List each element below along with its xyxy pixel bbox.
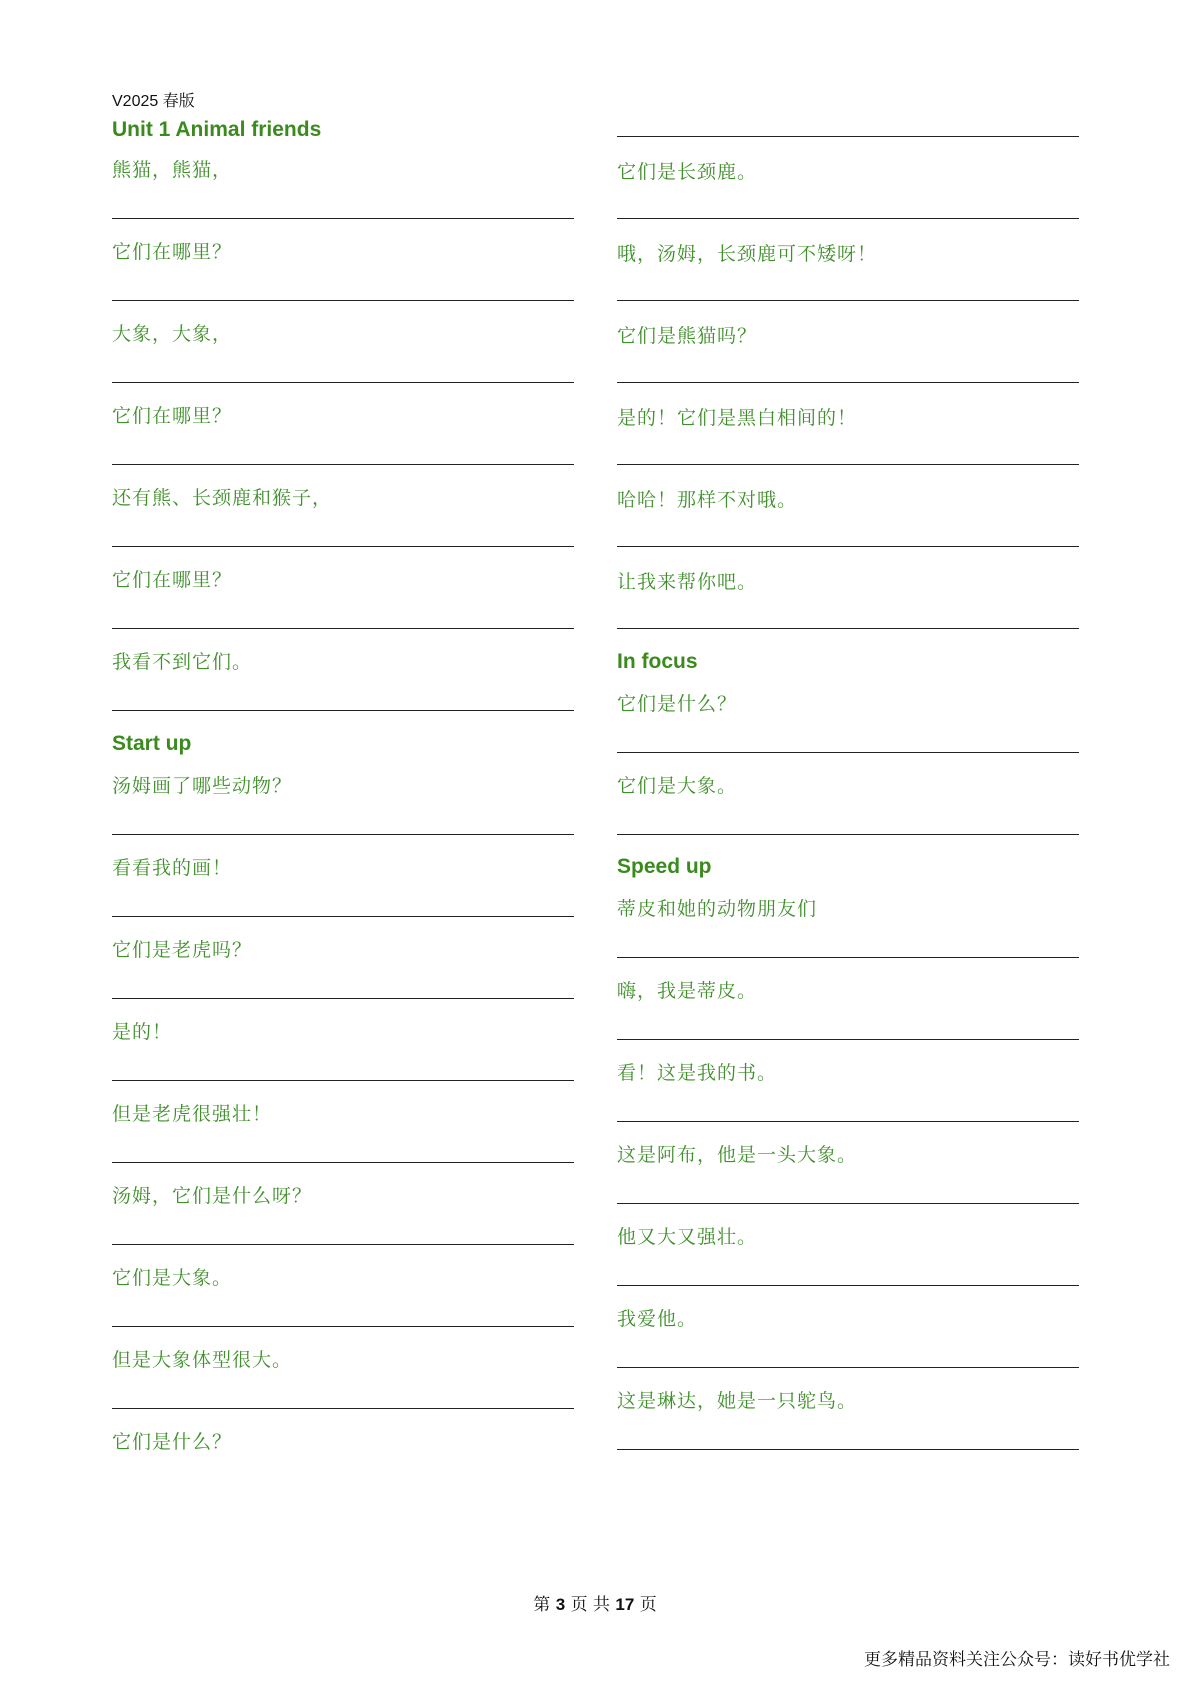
unit-title: Unit 1 Animal friends [112,118,322,141]
answer-blank[interactable] [112,464,574,465]
section-heading-start-up: Start up [112,732,192,755]
source-line: 它们在哪里？ [112,241,233,263]
answer-blank[interactable] [112,1326,574,1327]
section-heading-in-focus: In focus [617,650,698,673]
answer-blank[interactable] [617,218,1079,219]
source-line: 我爱他。 [617,1308,698,1330]
source-line: 哈哈！那样不对哦。 [617,489,798,511]
answer-blank[interactable] [617,957,1079,958]
answer-blank[interactable] [112,546,574,547]
source-line: 是的！它们是黑白相间的！ [617,407,858,429]
source-line: 它们是大象。 [617,775,738,797]
answer-blank[interactable] [617,1121,1079,1122]
answer-blank[interactable] [617,300,1079,301]
answer-blank[interactable] [112,382,574,383]
page-suffix: 页 [639,1595,657,1615]
answer-blank[interactable] [617,382,1079,383]
source-line: 蒂皮和她的动物朋友们 [617,898,818,920]
source-line: 汤姆，它们是什么呀？ [112,1185,313,1207]
answer-blank[interactable] [617,1367,1079,1368]
answer-blank[interactable] [112,916,574,917]
source-line: 它们是什么？ [112,1431,233,1453]
answer-blank[interactable] [617,1449,1079,1450]
page-middle: 页 共 [570,1595,610,1615]
section-heading-speed-up: Speed up [617,855,712,878]
source-line: 熊猫，熊猫， [112,159,233,181]
source-line: 它们在哪里？ [112,569,233,591]
source-line: 我看不到它们。 [112,651,253,673]
source-line: 嗨，我是蒂皮。 [617,980,758,1002]
answer-blank[interactable] [112,998,574,999]
source-line: 它们是老虎吗？ [112,939,253,961]
source-line: 看！这是我的书。 [617,1062,778,1084]
answer-blank[interactable] [617,628,1079,629]
source-line: 大象，大象， [112,323,233,345]
source-line: 它们是长颈鹿。 [617,161,758,183]
answer-blank[interactable] [617,464,1079,465]
page-total: 17 [615,1595,635,1614]
answer-blank[interactable] [112,1244,574,1245]
footer-note: 更多精品资料关注公众号：读好书优学社 [864,1650,1170,1670]
answer-blank[interactable] [112,628,574,629]
answer-blank[interactable] [112,1408,574,1409]
version-label: V2025 春版 [112,93,195,110]
source-line: 它们在哪里？ [112,405,233,427]
source-line: 让我来帮你吧。 [617,571,758,593]
source-line: 他又大又强壮。 [617,1226,758,1248]
answer-blank[interactable] [112,1162,574,1163]
answer-blank[interactable] [617,136,1079,137]
answer-blank[interactable] [112,1080,574,1081]
page-number [0,1590,1190,1615]
source-line: 看看我的画！ [112,857,233,879]
answer-blank[interactable] [617,1203,1079,1204]
page-prefix: 第 [533,1595,551,1615]
source-line: 还有熊、长颈鹿和猴子， [112,487,333,509]
source-line: 它们是什么？ [617,693,738,715]
answer-blank[interactable] [617,546,1079,547]
page-current: 3 [555,1595,566,1614]
source-line: 它们是熊猫吗？ [617,325,758,347]
source-line: 但是大象体型很大。 [112,1349,293,1371]
source-line: 但是老虎很强壮！ [112,1103,273,1125]
source-line: 哦，汤姆，长颈鹿可不矮呀！ [617,243,878,265]
source-line: 汤姆画了哪些动物？ [112,775,293,797]
answer-blank[interactable] [617,834,1079,835]
answer-blank[interactable] [617,1285,1079,1286]
source-line: 这是琳达，她是一只鸵鸟。 [617,1390,858,1412]
answer-blank[interactable] [112,834,574,835]
source-line: 这是阿布，他是一头大象。 [617,1144,858,1166]
source-line: 它们是大象。 [112,1267,233,1289]
answer-blank[interactable] [617,1039,1079,1040]
answer-blank[interactable] [112,710,574,711]
answer-blank[interactable] [112,218,574,219]
answer-blank[interactable] [617,752,1079,753]
source-line: 是的！ [112,1021,173,1043]
answer-blank[interactable] [112,300,574,301]
